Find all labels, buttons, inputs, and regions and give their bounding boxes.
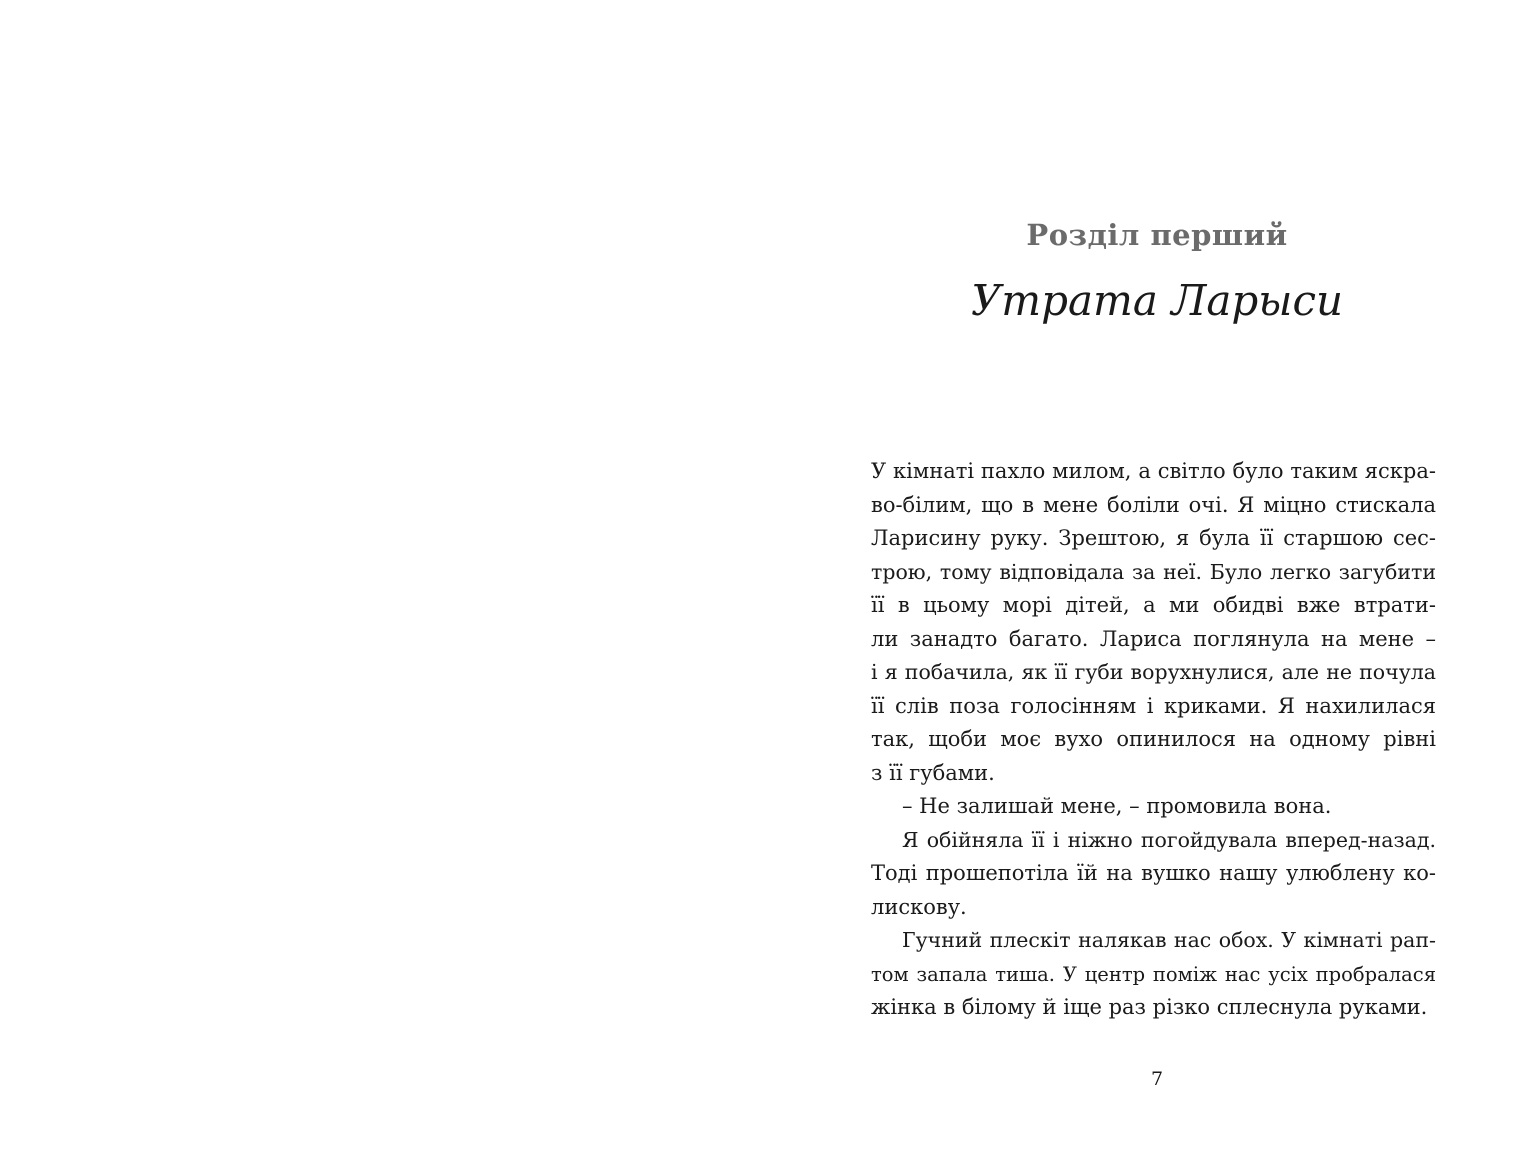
page-number: 7 (1150, 1068, 1164, 1090)
text-line: том запала тиша. У центр поміж нас усіх пробралася (871, 962, 1436, 986)
text-line: У кімнаті пахло милом, а світло було таким яскра- (871, 459, 1436, 483)
text-line: її в цьому морі дітей, а ми обидві вже втрати- (871, 593, 1436, 617)
right-page (768, 0, 1536, 1152)
text-line: трою, тому відповідала за неї. Було легко загубити (871, 559, 1436, 584)
text-line: лискову. (871, 894, 967, 919)
text-line: так, щоби моє вухо опинилося на одному рівні (871, 727, 1436, 751)
text-line: ли занадто багато. Лариса поглянула на мене – (871, 626, 1436, 651)
text-line: з її губами. (871, 760, 995, 785)
dialogue-line: – Не залишай мене, – промовила вона. (902, 794, 1332, 818)
text-line: і я побачила, як її губи ворухнулися, але не почула (871, 660, 1436, 684)
text-line: во-білим, що в мене боліли очі. Я міцно стискала (871, 492, 1436, 517)
text-line: її слів поза голосінням і криками. Я нахилилася (871, 693, 1436, 718)
text-line: Тоді прошепотіла їй на вушко нашу улюблену ко- (871, 861, 1436, 885)
chapter-body-text (871, 455, 1436, 1025)
chapter-label: Розділ перший (1026, 218, 1288, 252)
text-line: Я обійняла її і ніжно погойдувала вперед-назад. (902, 827, 1436, 852)
chapter-title: Утрата Ларыси (970, 276, 1344, 325)
text-line: Ларисину руку. Зрештою, я була її старшою сес- (871, 526, 1436, 550)
text-line: Гучний плескіт налякав нас обох. У кімнаті рап- (902, 928, 1436, 952)
text-line: жінка в білому й іще раз різко сплеснула руками. (871, 995, 1428, 1019)
